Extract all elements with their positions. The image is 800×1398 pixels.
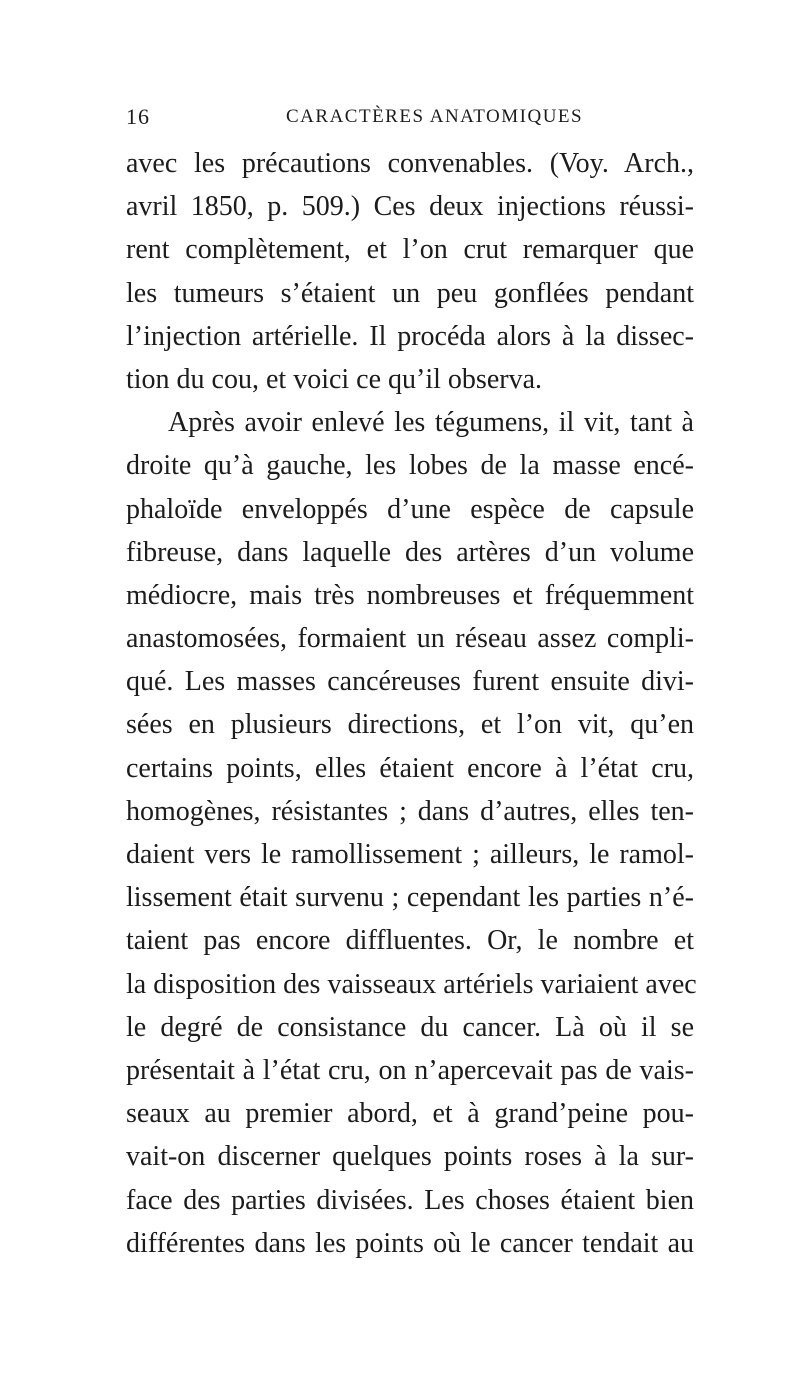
text-line: Après avoir enlevé les tégumens, il vit, tant à xyxy=(168,407,694,439)
text-line: anastomosées, formaient un réseau assez compli- xyxy=(126,623,694,655)
text-line: face des parties divisées. Les choses étaient bien xyxy=(126,1184,694,1216)
text-line: daient vers le ramollissement ; ailleurs, le ramol- xyxy=(126,839,694,870)
text-line: les tumeurs s’étaient un peu gonflées pendant xyxy=(126,277,694,309)
text-line: sées en plusieurs directions, et l’on vit, qu’en xyxy=(126,709,694,741)
text-line: présentait à l’état cru, on n’apercevait pas de vais- xyxy=(126,1054,694,1086)
text-line: rent complètement, et l’on crut remarquer que xyxy=(126,234,694,266)
text-line: homogènes, résistantes ; dans d’autres, elles ten- xyxy=(126,795,694,827)
text-line: taient pas encore diffluentes. Or, le nombre et xyxy=(126,925,694,957)
text-line: vait-on discerner quelques points roses à la sur- xyxy=(126,1141,694,1173)
text-line: différentes dans les points où le cancer tendait au xyxy=(126,1227,694,1259)
text-line: fibreuse, dans laquelle des artères d’un volume xyxy=(126,536,694,568)
text-line: phaloïde enveloppés d’une espèce de capsule xyxy=(126,493,694,525)
page-number: 16 xyxy=(126,104,150,129)
body-text xyxy=(126,142,697,1265)
text-line: la disposition des vaisseaux artériels variaient avec xyxy=(126,968,697,1000)
text-line: avril 1850, p. 509.) Ces deux injections réussi- xyxy=(126,191,694,223)
text-line: droite qu’à gauche, les lobes de la masse encé- xyxy=(126,450,694,482)
text-line: certains points, elles étaient encore à l’état cru, xyxy=(126,752,694,784)
text-line: avec les précautions convenables. (Voy. Arch., xyxy=(126,148,694,179)
running-head xyxy=(126,104,686,134)
text-line: l’injection artérielle. Il procéda alors à la dissec- xyxy=(126,320,694,352)
text-line: lissement était survenu ; cependant les parties n’é- xyxy=(126,882,694,914)
text-line: le degré de consistance du cancer. Là où il se xyxy=(126,1011,694,1043)
text-line: médiocre, mais très nombreuses et fréquemment xyxy=(126,579,694,611)
text-line: seaux au premier abord, et à grand’peine pou- xyxy=(126,1098,694,1130)
running-head-title: CARACTÈRES ANATOMIQUES xyxy=(286,106,584,127)
text-line: tion du cou, et voici ce qu’il observa. xyxy=(126,363,542,395)
text-line: qué. Les masses cancéreuses furent ensuite divi- xyxy=(126,666,694,698)
